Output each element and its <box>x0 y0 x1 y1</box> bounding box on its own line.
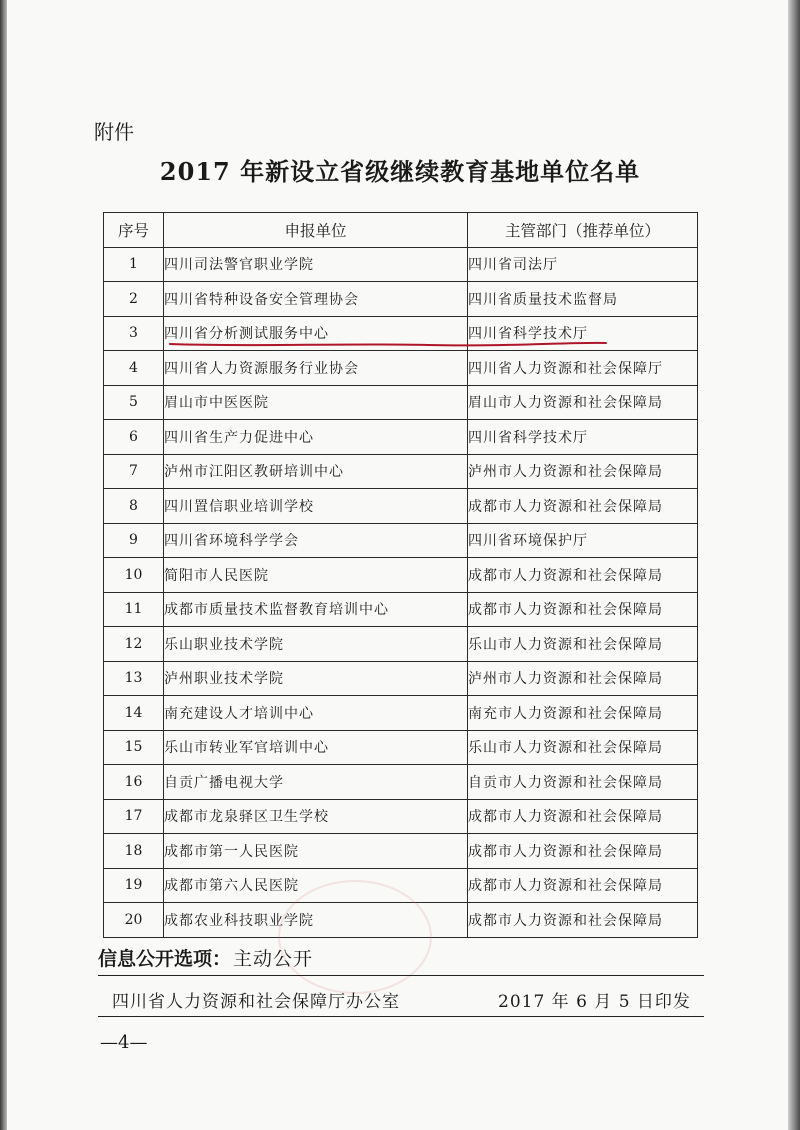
table-row <box>104 489 698 524</box>
table-row <box>104 523 698 558</box>
row-serial: 9 <box>104 523 164 558</box>
row-supervising-dept: 成都市人力资源和社会保障局 <box>468 592 698 627</box>
disclosure-value: 主动公开 <box>233 948 314 970</box>
table-header-row <box>104 213 698 248</box>
row-serial: 15 <box>104 730 164 765</box>
red-underline-mark <box>168 338 608 350</box>
row-serial: 5 <box>104 385 164 420</box>
table-row <box>104 282 698 317</box>
row-serial: 12 <box>104 627 164 662</box>
row-supervising-dept: 南充市人力资源和社会保障局 <box>468 696 698 731</box>
table-body <box>104 247 698 937</box>
row-applicant-unit: 成都农业科技职业学院 <box>164 903 468 938</box>
row-applicant-unit: 四川省环境科学学会 <box>164 523 468 558</box>
row-supervising-dept: 乐山市人力资源和社会保障局 <box>468 627 698 662</box>
row-serial: 18 <box>104 834 164 869</box>
row-applicant-unit: 成都市质量技术监督教育培训中心 <box>164 592 468 627</box>
row-supervising-dept: 自贡市人力资源和社会保障局 <box>468 765 698 800</box>
document-title: 2017 年新设立省级继续教育基地单位名单 <box>159 157 641 186</box>
row-serial: 10 <box>104 558 164 593</box>
table-row <box>104 247 698 282</box>
row-supervising-dept: 成都市人力资源和社会保障局 <box>468 903 698 938</box>
issuing-office: 四川省人力资源和社会保障厅办公室 <box>112 992 400 1012</box>
header-serial: 序号 <box>104 213 164 248</box>
table-row <box>104 730 698 765</box>
row-supervising-dept: 眉山市人力资源和社会保障局 <box>468 385 698 420</box>
row-supervising-dept: 四川省环境保护厅 <box>468 523 698 558</box>
row-serial: 6 <box>104 420 164 455</box>
footer-top-rule <box>98 975 704 976</box>
row-serial: 17 <box>104 799 164 834</box>
row-applicant-unit: 成都市第一人民医院 <box>164 834 468 869</box>
unit-list-table <box>103 212 698 938</box>
row-serial: 13 <box>104 661 164 696</box>
row-applicant-unit: 眉山市中医医院 <box>164 385 468 420</box>
disclosure-line <box>98 944 313 971</box>
header-applicant-unit: 申报单位 <box>164 213 468 248</box>
row-serial: 3 <box>104 316 164 351</box>
table-row <box>104 627 698 662</box>
row-supervising-dept: 成都市人力资源和社会保障局 <box>468 834 698 869</box>
row-serial: 20 <box>104 903 164 938</box>
table-row <box>104 454 698 489</box>
row-supervising-dept: 成都市人力资源和社会保障局 <box>468 489 698 524</box>
row-applicant-unit: 四川司法警官职业学院 <box>164 247 468 282</box>
table-row <box>104 385 698 420</box>
row-supervising-dept: 四川省科学技术厅 <box>468 316 698 351</box>
table-row <box>104 765 698 800</box>
row-applicant-unit: 泸州市江阳区教研培训中心 <box>164 454 468 489</box>
footer-bottom-rule <box>98 1016 704 1017</box>
row-serial: 4 <box>104 351 164 386</box>
disclosure-label: 信息公开选项： <box>98 948 232 970</box>
row-serial: 16 <box>104 765 164 800</box>
row-applicant-unit: 四川省生产力促进中心 <box>164 420 468 455</box>
row-applicant-unit: 简阳市人民医院 <box>164 558 468 593</box>
row-applicant-unit: 四川省分析测试服务中心 <box>164 316 468 351</box>
row-serial: 19 <box>104 868 164 903</box>
row-supervising-dept: 乐山市人力资源和社会保障局 <box>468 730 698 765</box>
table-row <box>104 558 698 593</box>
row-serial: 7 <box>104 454 164 489</box>
table-row <box>104 799 698 834</box>
row-serial: 2 <box>104 282 164 317</box>
row-applicant-unit: 乐山市转业军官培训中心 <box>164 730 468 765</box>
table-row <box>104 696 698 731</box>
row-applicant-unit: 四川置信职业培训学校 <box>164 489 468 524</box>
row-supervising-dept: 四川省人力资源和社会保障厅 <box>468 351 698 386</box>
row-supervising-dept: 成都市人力资源和社会保障局 <box>468 868 698 903</box>
row-serial: 11 <box>104 592 164 627</box>
issue-date: 2017 年 6 月 5 日印发 <box>498 992 691 1012</box>
row-serial: 1 <box>104 247 164 282</box>
attachment-label: 附件 <box>94 120 134 144</box>
row-supervising-dept: 四川省质量技术监督局 <box>468 282 698 317</box>
table-row <box>104 592 698 627</box>
row-supervising-dept: 四川省科学技术厅 <box>468 420 698 455</box>
row-applicant-unit: 南充建设人才培训中心 <box>164 696 468 731</box>
faded-seal-stamp <box>278 880 432 994</box>
row-supervising-dept: 四川省司法厅 <box>468 247 698 282</box>
page-number: —4— <box>100 1032 148 1053</box>
row-applicant-unit: 成都市第六人民医院 <box>164 868 468 903</box>
row-supervising-dept: 泸州市人力资源和社会保障局 <box>468 454 698 489</box>
row-serial: 14 <box>104 696 164 731</box>
row-serial: 8 <box>104 489 164 524</box>
table-row <box>104 661 698 696</box>
table-row <box>104 834 698 869</box>
row-supervising-dept: 泸州市人力资源和社会保障局 <box>468 661 698 696</box>
row-applicant-unit: 四川省特种设备安全管理协会 <box>164 282 468 317</box>
table-row <box>104 351 698 386</box>
row-applicant-unit: 成都市龙泉驿区卫生学校 <box>164 799 468 834</box>
header-supervising-dept: 主管部门（推荐单位） <box>468 213 698 248</box>
row-supervising-dept: 成都市人力资源和社会保障局 <box>468 558 698 593</box>
row-supervising-dept: 成都市人力资源和社会保障局 <box>468 799 698 834</box>
row-applicant-unit: 自贡广播电视大学 <box>164 765 468 800</box>
row-applicant-unit: 四川省人力资源服务行业协会 <box>164 351 468 386</box>
row-applicant-unit: 乐山职业技术学院 <box>164 627 468 662</box>
table-row <box>104 420 698 455</box>
row-applicant-unit: 泸州职业技术学院 <box>164 661 468 696</box>
